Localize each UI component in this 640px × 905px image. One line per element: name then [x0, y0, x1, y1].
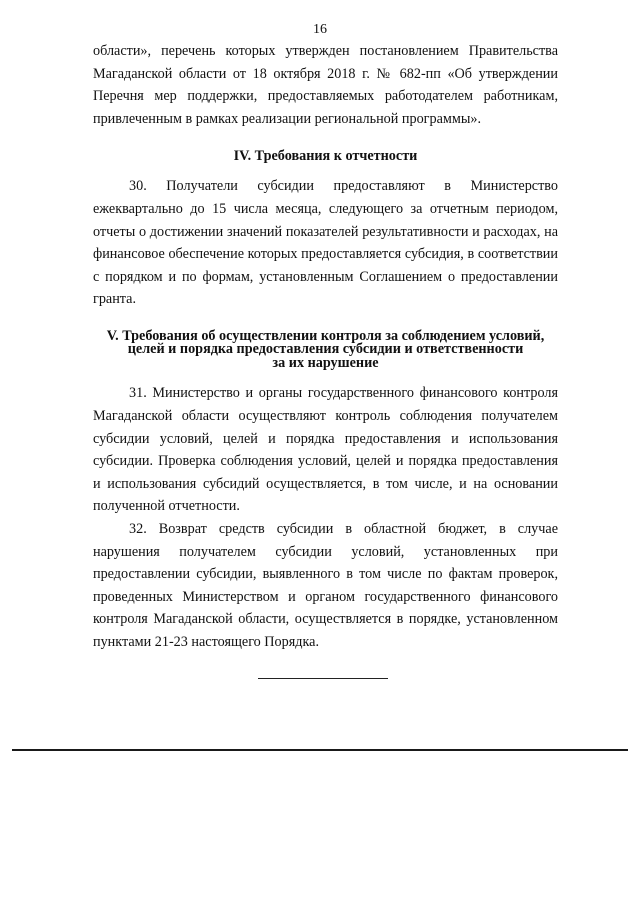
paragraph-31: 31. Министерство и органы государственного финансового контроля Магаданской области осуществляют контроль соблюдения получателем субсидии условий, целей и порядка предоставления и использования субсидии. Проверка соблюдения условий, целей и порядка предоставления и использования субсидий осуществляется, в том числе, и на основании полученной отчетности. — [93, 385, 558, 515]
section-heading-v — [93, 327, 558, 371]
end-of-text-rule — [258, 678, 388, 679]
section-heading-v-line-1: V. Требования об осуществлении контроля за соблюдением условий, — [106, 327, 545, 344]
paragraph-30: 30. Получатели субсидии предоставляют в Министерство ежеквартально до 15 числа месяца, следующего за отчетным периодом, отчеты о достижении значений показателей результативности и расходах, на финансовое обеспечение которых предоставляется субсидия, в соответствии с порядком и по формам, установленным Соглашением о предоставлении гранта. — [93, 178, 558, 308]
section-heading-iv: IV. Требования к отчетности — [233, 148, 418, 165]
paragraph-continuation: области», перечень которых утвержден постановлением Правительства Магаданской области от 18 октября 2018 г. № 682-пп «Об утверждении Перечня мер поддержки, предоставляемых работодателем работникам, привлеченным в рамках реализации региональной программы». — [93, 43, 558, 127]
page-bottom-rule — [12, 749, 628, 751]
paragraph-32: 32. Возврат средств субсидии в областной бюджет, в случае нарушения получателем субсидии условий, установленных при предоставлении субсидии, выявленного в том числе по фактам проверок, проведенных Министерством и органом государственного финансового контроля Магаданской области, осуществляется в порядке, установленном пунктами 21-23 настоящего Порядка. — [93, 521, 558, 650]
section-heading-v-line-2: целей и порядка предоставления субсидии и ответственности — [127, 341, 524, 358]
page-number: 16 — [313, 22, 327, 37]
section-heading-v-line-3: за их нарушение — [272, 354, 379, 371]
document-body — [93, 40, 558, 654]
